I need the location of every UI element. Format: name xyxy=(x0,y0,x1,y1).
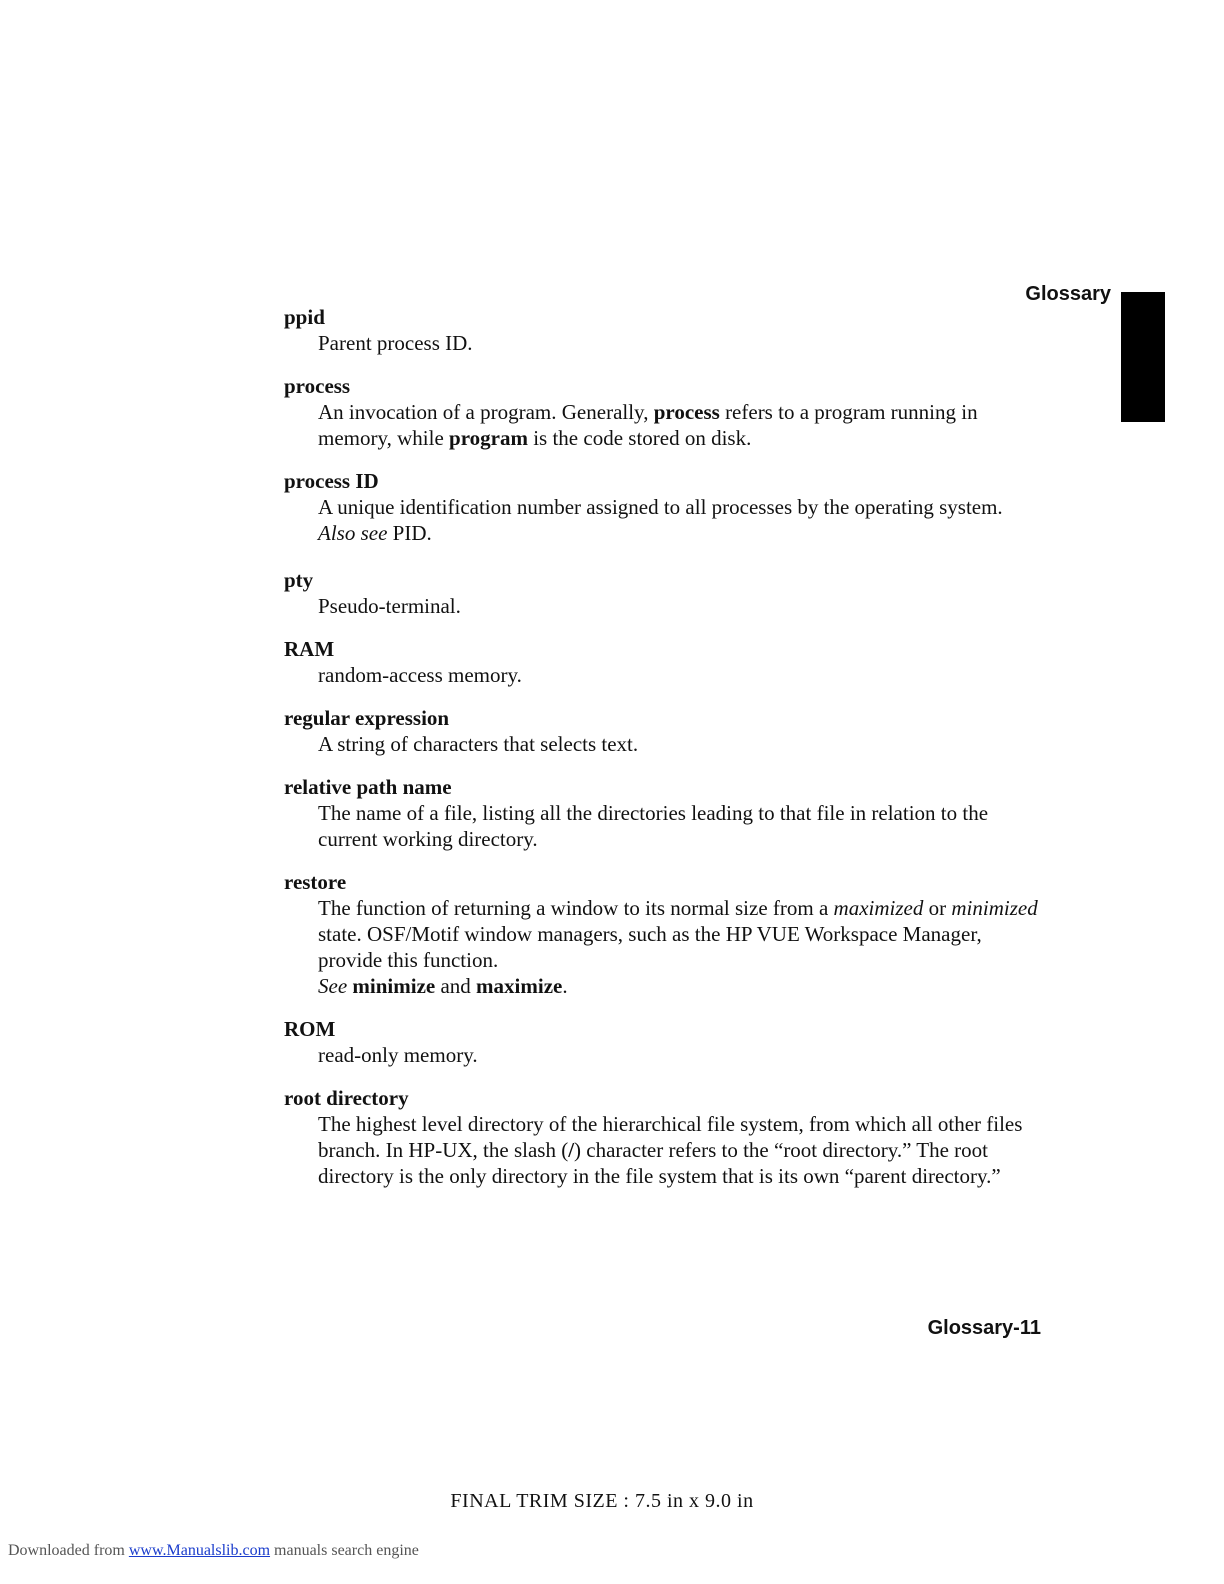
entry-term: process ID xyxy=(284,469,379,493)
entry-definition: An invocation of a program. Generally, process refers to a program running in memory, while program is the code stored on disk. xyxy=(318,400,978,450)
entry-term: regular expression xyxy=(284,706,450,730)
glossary-list xyxy=(284,304,1044,1206)
glossary-entry-restore xyxy=(284,869,1044,999)
download-footer xyxy=(8,1542,419,1560)
footer-suffix: manuals search engine xyxy=(270,1542,419,1559)
glossary-entry-ram xyxy=(284,636,1044,688)
entry-definition: read-only memory. xyxy=(318,1043,478,1067)
glossary-entry-root-directory xyxy=(284,1085,1044,1189)
thumb-index-tab xyxy=(1121,292,1165,422)
manualslib-link[interactable]: www.Manualslib.com xyxy=(128,1542,271,1559)
entry-definition: A unique identification number assigned to all processes by the operating system. Also see PID. xyxy=(318,495,1003,545)
entry-definition: A string of characters that selects text. xyxy=(318,732,639,756)
glossary-entry-process xyxy=(284,373,1044,451)
section-header: Glossary xyxy=(1025,283,1111,305)
entry-definition: The highest level directory of the hierarchical file system, from which all other files branch. In HP-UX, the slash (/) character refers to the “root directory.” The root directory is the only directory in the file system that is its own “parent directory.” xyxy=(318,1112,1023,1188)
glossary-entry-ppid xyxy=(284,304,1044,356)
entry-term: ROM xyxy=(284,1017,336,1041)
entry-term: root directory xyxy=(284,1086,409,1110)
entry-term: relative path name xyxy=(284,775,452,799)
entry-definition: Parent process ID. xyxy=(318,331,473,355)
entry-definition: The name of a file, listing all the directories leading to that file in relation to the current working directory. xyxy=(318,801,989,851)
glossary-entry-process-id xyxy=(284,468,1044,546)
entry-definition: random-access memory. xyxy=(318,663,522,687)
glossary-entry-regular-expression xyxy=(284,705,1044,757)
entry-term: restore xyxy=(284,870,347,894)
entry-definition: Pseudo-terminal. xyxy=(318,594,461,618)
entry-term: process xyxy=(284,374,351,398)
glossary-entry-rom xyxy=(284,1016,1044,1068)
glossary-entry-pty xyxy=(284,567,1044,619)
entry-term: pty xyxy=(284,568,314,592)
entry-term: RAM xyxy=(284,637,335,661)
page-number: Glossary-11 xyxy=(927,1317,1041,1339)
entry-term: ppid xyxy=(284,305,325,329)
footer-prefix: Downloaded from xyxy=(8,1542,129,1559)
entry-definition: The function of returning a window to its normal size from a maximized or minimized state. OSF/Motif window managers, such as the HP VUE Workspace Manager, provide this function. See minimize and maximize. xyxy=(318,896,1038,998)
glossary-entry-relative-path-name xyxy=(284,774,1044,852)
trim-size-note: FINAL TRIM SIZE : 7.5 in x 9.0 in xyxy=(450,1490,754,1512)
